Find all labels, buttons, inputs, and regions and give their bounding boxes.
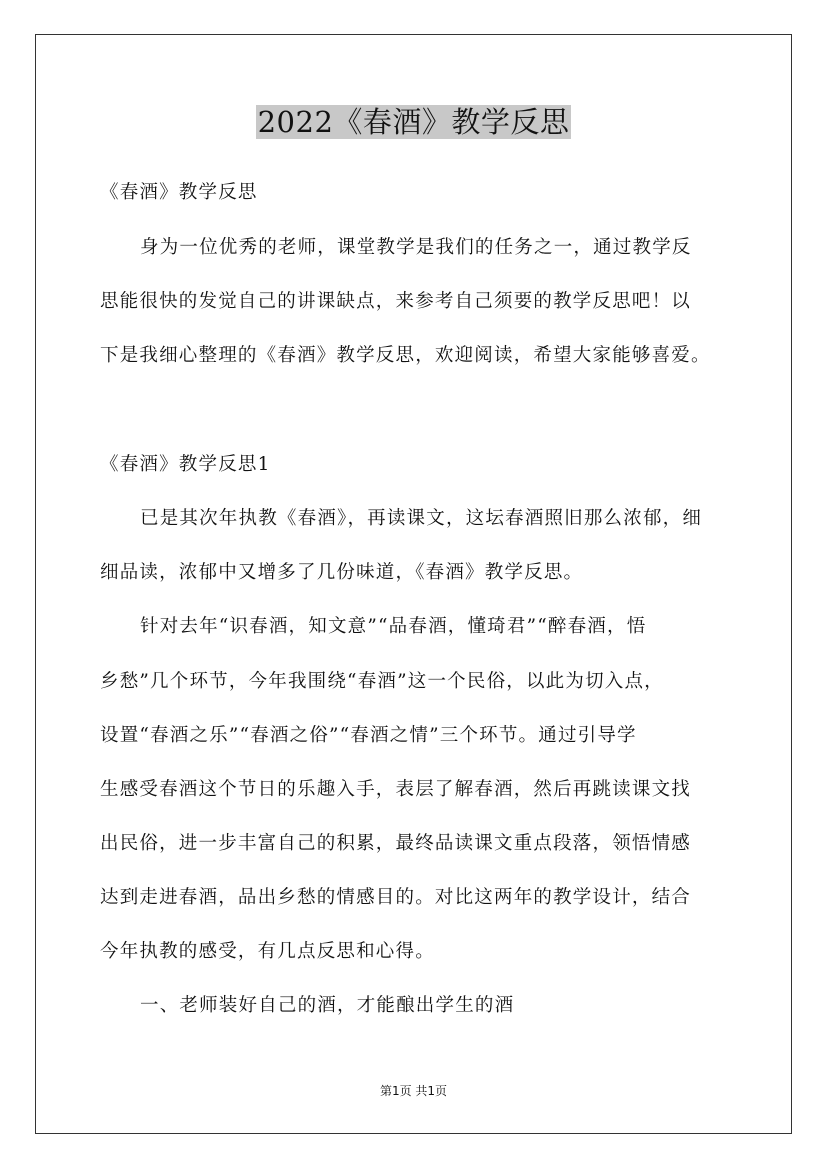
paragraph-line: 细品读，浓郁中又增多了几份味道，《春酒》教学反思。 <box>100 562 584 583</box>
subsection-heading: 一、老师装好自己的酒，才能酿出学生的酒 <box>140 995 515 1016</box>
section-heading-1: 《春酒》教学反思1 <box>100 454 271 475</box>
document-title <box>0 103 827 141</box>
section-heading-intro: 《春酒》教学反思 <box>100 182 258 203</box>
paragraph-line: 已是其次年执教《春酒》，再读课文，这坛春酒照旧那么浓郁，细 <box>140 508 703 529</box>
page-footer: 第1页 共1页 <box>379 1084 448 1098</box>
paragraph-line: 乡愁”几个环节，今年我围绕“春酒”这一个民俗，以此为切入点， <box>100 671 664 692</box>
paragraph-line: 身为一位优秀的老师，课堂教学是我们的任务之一，通过教学反 <box>140 237 692 258</box>
paragraph-line: 设置“春酒之乐”“春酒之俗”“春酒之情”三个环节。通过引导学 <box>100 725 637 746</box>
paragraph-line: 针对去年“识春酒，知文意”“品春酒，懂琦君”“醉春酒，悟 <box>140 616 647 637</box>
document-title-text: 2022《春酒》教学反思 <box>257 105 570 139</box>
paragraph-line: 思能很快的发觉自己的讲课缺点，来参考自己须要的教学反思吧！以 <box>100 291 692 312</box>
paragraph-line: 达到走进春酒，品出乡愁的情感目的。对比这两年的教学设计，结合 <box>100 887 692 908</box>
paragraph-line: 下是我细心整理的《春酒》教学反思，欢迎阅读，希望大家能够喜爱。 <box>100 345 711 366</box>
paragraph-line: 生感受春酒这个节日的乐趣入手，表层了解春酒，然后再跳读课文找 <box>100 779 692 800</box>
paragraph-line: 今年执教的感受，有几点反思和心得。 <box>100 941 435 962</box>
paragraph-line: 出民俗，进一步丰富自己的积累，最终品读课文重点段落，领悟情感 <box>100 833 692 854</box>
